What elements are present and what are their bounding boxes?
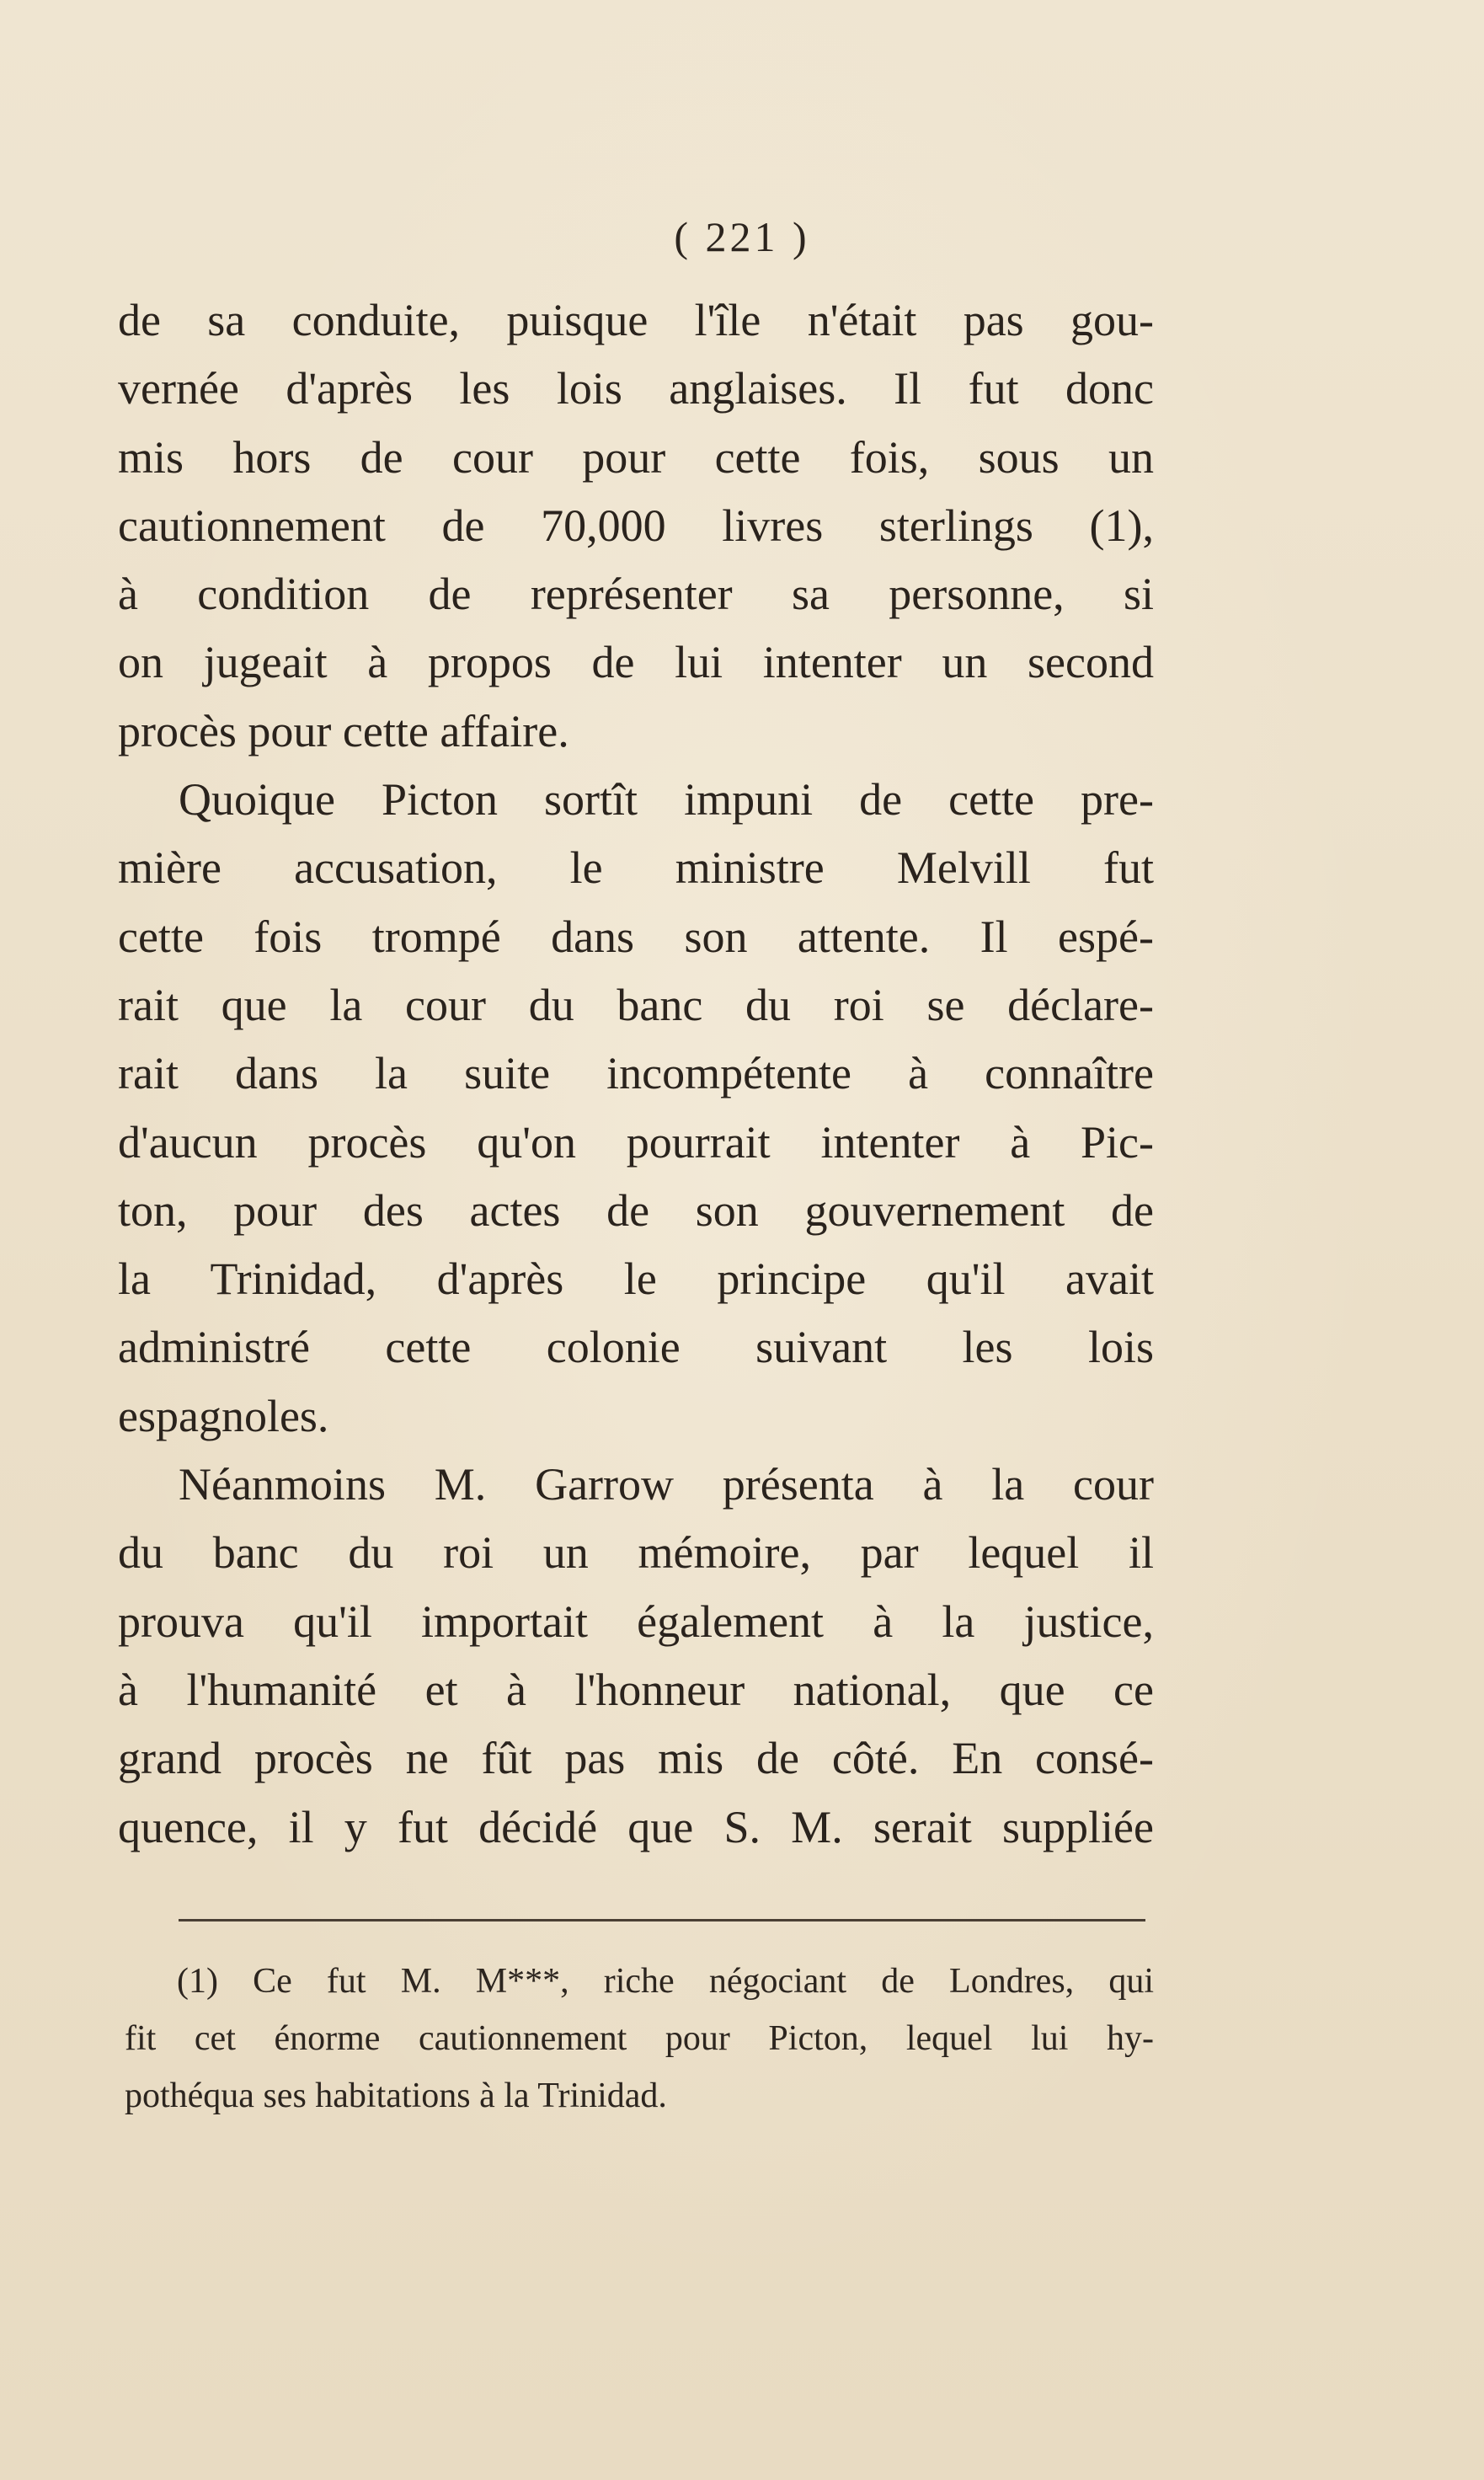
body-line: d'aucun procès qu'on pourrait intenter à Pic- xyxy=(118,1116,1154,1168)
body-text xyxy=(118,286,1154,1862)
body-line: mière accusation, le ministre Melvill fut xyxy=(118,842,1154,894)
body-line: vernée d'après les lois anglaises. Il fut donc xyxy=(118,363,1154,414)
paragraph-start-line: Quoique Picton sortît impuni de cette pre- xyxy=(179,774,1154,826)
body-line: du banc du roi un mémoire, par lequel il xyxy=(118,1527,1154,1579)
body-line: de sa conduite, puisque l'île n'était pas gou- xyxy=(118,295,1154,345)
body-line: ton, pour des actes de son gouvernement de xyxy=(118,1184,1154,1236)
page-number: ( 221 ) xyxy=(674,213,810,260)
body-line: prouva qu'il importait également à la justice, xyxy=(118,1595,1154,1647)
body-line: quence, il y fut décidé que S. M. serait suppliée xyxy=(118,1801,1154,1852)
body-line: mis hors de cour pour cette fois, sous un xyxy=(118,431,1154,483)
footnote-line: (1) Ce fut M. M***, riche négociant de Londres, qui xyxy=(177,1962,1154,2001)
body-line: cautionnement de 70,000 livres sterlings (1), xyxy=(118,500,1154,551)
body-line: grand procès ne fût pas mis de côté. En consé- xyxy=(118,1733,1154,1784)
body-line: espagnoles. xyxy=(118,1390,329,1441)
body-line: rait que la cour du banc du roi se déclare- xyxy=(118,979,1154,1030)
body-line: la Trinidad, d'après le principe qu'il avait xyxy=(118,1253,1154,1305)
footnote xyxy=(125,1953,1154,2125)
body-line: rait dans la suite incompétente à connaître xyxy=(118,1048,1154,1099)
footnote-line: fit cet énorme cautionnement pour Picton, lequel lui hy- xyxy=(125,2019,1154,2058)
body-line: administré cette colonie suivant les lois xyxy=(118,1322,1154,1373)
body-line: procès pour cette affaire. xyxy=(118,705,569,756)
footnote-divider xyxy=(179,1919,1145,1921)
body-line: à l'humanité et à l'honneur national, que ce xyxy=(118,1664,1154,1715)
footnote-line: pothéqua ses habitations à la Trinidad. xyxy=(125,2076,667,2115)
body-line: à condition de représenter sa personne, si xyxy=(118,569,1154,620)
body-line: cette fois trompé dans son attente. Il espé- xyxy=(118,911,1154,962)
paragraph-start-line: Néanmoins M. Garrow présenta à la cour xyxy=(179,1459,1154,1510)
body-line: on jugeait à propos de lui intenter un second xyxy=(118,637,1154,688)
